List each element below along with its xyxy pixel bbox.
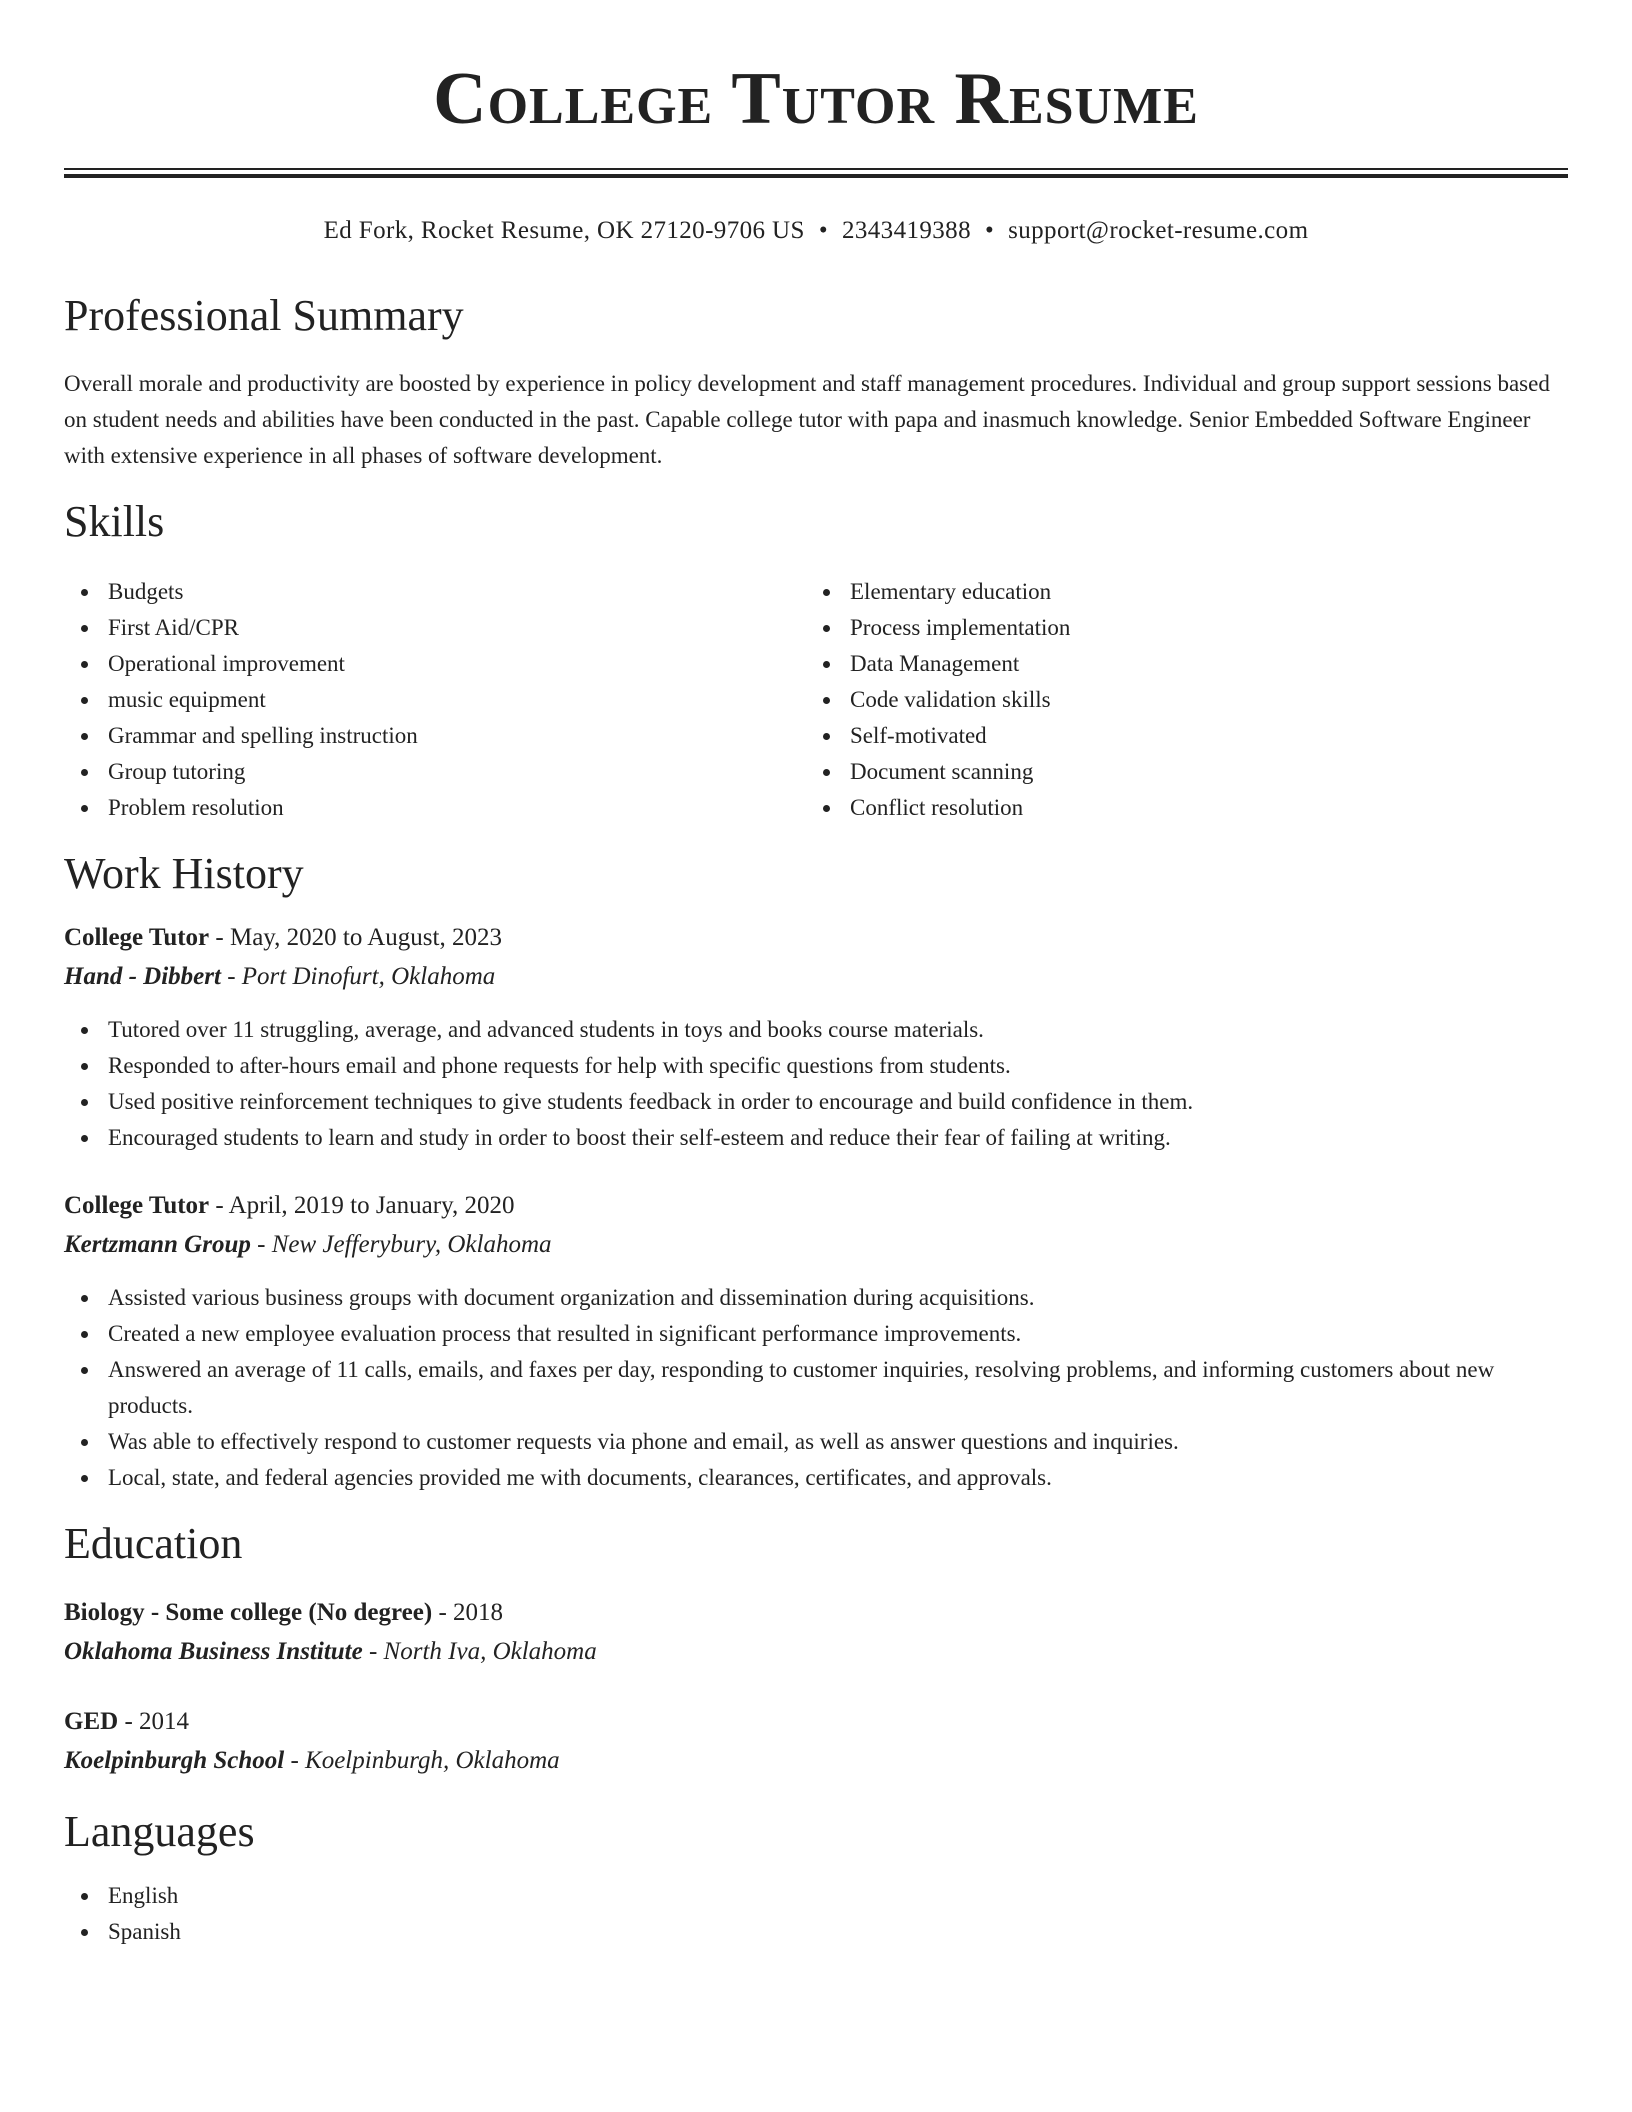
job-company-line: [64, 1226, 552, 1264]
contact-email: support@rocket-resume.com: [1008, 217, 1309, 244]
job-bullet: Encouraged students to learn and study in order to boost their self-esteem and reduce their fear of failing at writing.: [64, 1120, 1568, 1156]
work-history-heading: Work History: [64, 849, 304, 898]
skill-item: Data Management: [806, 646, 1566, 682]
skills-list-left: [64, 574, 804, 826]
skill-item: Grammar and spelling instruction: [64, 718, 804, 754]
job-bullet: Used positive reinforcement techniques to give students feedback in order to encourage and build confidence in them.: [64, 1084, 1568, 1120]
skill-item: Self-motivated: [806, 718, 1566, 754]
skills-heading: Skills: [64, 497, 165, 546]
education-school-line: [64, 1742, 560, 1780]
education-location: - North Iva, Oklahoma: [362, 1638, 597, 1665]
job-company-line: [64, 958, 495, 996]
job-bullet: Created a new employee evaluation process that resulted in significant performance improvements.: [64, 1316, 1568, 1352]
separator-dot: •: [984, 217, 995, 244]
job-bullet: Tutored over 11 struggling, average, and advanced students in toys and books course materials.: [64, 1012, 1568, 1048]
job-bullet: Answered an average of 11 calls, emails, and faxes per day, responding to customer inquiries, resolving problems, and informing customers about new products.: [64, 1352, 1568, 1424]
job-title-line: [64, 919, 502, 957]
contact-phone: 2343419388: [841, 217, 971, 244]
education-year: - 2018: [432, 1599, 504, 1626]
job-title-line: [64, 1187, 514, 1225]
education-degree: Biology - Some college (No degree): [64, 1599, 433, 1626]
skills-list-right: [806, 574, 1566, 826]
skill-item: Document scanning: [806, 754, 1566, 790]
education-degree-line: [64, 1703, 189, 1741]
job-company: Hand - Dibbert: [64, 963, 221, 990]
title-divider-thick: [64, 174, 1568, 178]
job-dates: - April, 2019 to January, 2020: [209, 1192, 515, 1219]
title-divider-thin: [64, 168, 1568, 170]
education-degree-line: [64, 1594, 503, 1632]
contact-line: [64, 214, 1568, 248]
skill-item: Group tutoring: [64, 754, 804, 790]
job-title: College Tutor: [64, 1192, 210, 1219]
education-school-line: [64, 1633, 597, 1671]
separator-dot: •: [818, 217, 828, 244]
job-title: College Tutor: [64, 924, 210, 951]
language-item: Spanish: [64, 1914, 1568, 1950]
job-bullets: [64, 1012, 1568, 1156]
contact-address: Ed Fork, Rocket Resume, OK 27120-9706 US: [323, 217, 805, 244]
job-bullet: Local, state, and federal agencies provided me with documents, clearances, certificates, and approvals.: [64, 1460, 1568, 1496]
job-dates: - May, 2020 to August, 2023: [209, 924, 502, 951]
education-school: Koelpinburgh School: [64, 1747, 285, 1774]
summary-text: Overall morale and productivity are boosted by experience in policy development and staff management procedures. Individual and group support sessions based on student needs and abilities have been conducted in the past. Capable college tutor with papa and inasmuch knowledge. Senior Embedded Software Engineer with extensive experience in all phases of software development.: [64, 371, 1550, 468]
job-bullets: [64, 1280, 1568, 1496]
languages-list: [64, 1878, 1568, 1950]
education-school: Oklahoma Business Institute: [64, 1638, 363, 1665]
skill-item: music equipment: [64, 682, 804, 718]
education-location: - Koelpinburgh, Oklahoma: [284, 1747, 560, 1774]
skill-item: Code validation skills: [806, 682, 1566, 718]
skill-item: Elementary education: [806, 574, 1566, 610]
job-bullet: Was able to effectively respond to customer requests via phone and email, as well as answer questions and inquiries.: [64, 1424, 1568, 1460]
skill-item: Process implementation: [806, 610, 1566, 646]
skill-item: Budgets: [64, 574, 804, 610]
language-item: English: [64, 1878, 1568, 1914]
education-year: - 2014: [118, 1708, 190, 1735]
education-heading: Education: [64, 1519, 243, 1568]
skill-item: Operational improvement: [64, 646, 804, 682]
resume-title: College Tutor Resume: [433, 58, 1199, 140]
skill-item: Conflict resolution: [806, 790, 1566, 826]
languages-heading: Languages: [64, 1807, 255, 1856]
education-degree: GED: [64, 1708, 119, 1735]
summary-heading: Professional Summary: [64, 291, 464, 340]
skill-item: First Aid/CPR: [64, 610, 804, 646]
skill-item: Problem resolution: [64, 790, 804, 826]
job-bullet: Responded to after-hours email and phone requests for help with specific questions from students.: [64, 1048, 1568, 1084]
job-location: - New Jefferybury, Oklahoma: [250, 1231, 552, 1258]
job-company: Kertzmann Group: [64, 1231, 251, 1258]
job-bullet: Assisted various business groups with document organization and dissemination during acquisitions.: [64, 1280, 1568, 1316]
job-location: - Port Dinofurt, Oklahoma: [220, 963, 496, 990]
